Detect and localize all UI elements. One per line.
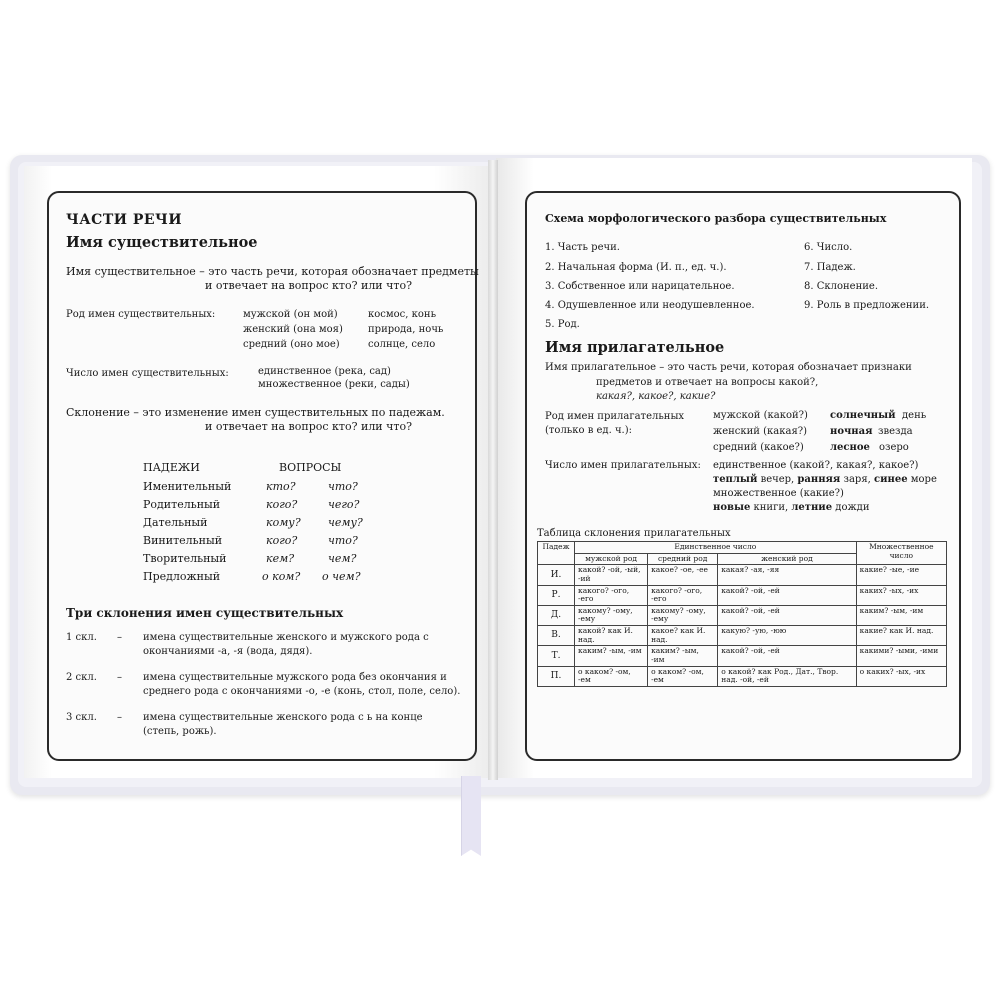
adjective-gender-example-noun: звезда <box>878 426 913 437</box>
table-header-neuter: средний род <box>648 553 718 565</box>
noun-heading: Имя существительное <box>66 234 258 251</box>
adjective-number-plural-examples <box>713 502 869 514</box>
adjective-example-noun: море <box>910 474 937 485</box>
table-cell: какой? -ой, -ый, -ий <box>575 565 648 585</box>
case-question-1: кого? <box>266 534 298 547</box>
case-question-2: чего? <box>328 498 360 511</box>
adjective-declension-table <box>537 541 947 687</box>
table-header-masculine: мужской род <box>575 553 648 565</box>
table-row <box>538 666 947 686</box>
scheme-item: 1. Часть речи. <box>545 242 620 253</box>
noun-gender-f: женский (она моя) <box>243 324 343 335</box>
case-question-2: что? <box>328 480 358 493</box>
adjective-gender-example-noun: день <box>902 410 927 421</box>
declension-text-line2: (степь, рожь). <box>143 726 217 737</box>
declension-dash: – <box>117 712 122 723</box>
scheme-item: 8. Склонение. <box>804 281 879 292</box>
adjective-definition-line2: предметов и отвечает на вопросы какой?, <box>596 377 819 388</box>
case-question-2: что? <box>328 534 358 547</box>
adjective-gender: мужской (какой?) <box>713 410 808 421</box>
table-row <box>538 605 947 625</box>
adjective-gender: женский (какая?) <box>713 426 808 437</box>
adjective-gender-label-line1: Род имен прилагательных <box>545 411 685 422</box>
table-cell: какие? -ые, -ие <box>856 565 946 585</box>
declension-definition-line2: и отвечает на вопрос кто? или что? <box>205 420 413 433</box>
noun-gender-label: Род имен существительных: <box>66 309 216 320</box>
cases-header: ПАДЕЖИ <box>143 461 200 474</box>
scheme-item: 2. Начальная форма (И. п., ед. ч.). <box>545 262 727 273</box>
declension-table-title: Таблица склонения прилагательных <box>537 528 731 539</box>
declension-label: 2 скл. <box>66 672 97 683</box>
adjective-gender-example-bold: лесное <box>830 442 870 453</box>
table-cell: какому? -ому, -ему <box>648 605 718 625</box>
case-question-2: чему? <box>328 516 363 529</box>
adjective-definition-line1: Имя прилагательное – это часть речи, которая обозначает признаки <box>545 362 912 373</box>
table-cell: какую? -ую, -юю <box>718 626 856 646</box>
table-header-feminine: женский род <box>718 553 856 565</box>
case-name: Дательный <box>143 516 208 529</box>
table-header-plural: Множественное число <box>856 542 946 565</box>
scheme-item: 6. Число. <box>804 242 853 253</box>
table-cell: какое? как И. над. <box>648 626 718 646</box>
case-question-1: кому? <box>266 516 301 529</box>
table-cell: какой? -ой, -ей <box>718 646 856 666</box>
adjective-example-bold: теплый <box>713 474 758 485</box>
table-cell-case: Т. <box>538 646 575 666</box>
page-title: ЧАСТИ РЕЧИ <box>66 212 183 228</box>
table-cell: какого? -ого, -его <box>575 585 648 605</box>
table-cell-case: В. <box>538 626 575 646</box>
table-cell: какой? -ой, -ей <box>718 585 856 605</box>
adjective-example-noun: вечер, <box>760 474 795 485</box>
adjective-heading: Имя прилагательное <box>545 339 725 356</box>
case-question-1: о ком? <box>262 570 301 583</box>
adjective-gender-label-line2: (только в ед. ч.): <box>545 425 633 436</box>
adjective-gender-example-bold: ночная <box>830 426 873 437</box>
declension-label: 3 скл. <box>66 712 97 723</box>
table-cell: какой? -ой, -ей <box>718 605 856 625</box>
table-cell: о каком? -ом, -ем <box>575 666 648 686</box>
three-declensions-heading: Три склонения имен существительных <box>66 606 344 620</box>
book-gutter <box>488 160 498 780</box>
noun-gender-example-m: космос, конь <box>368 309 437 320</box>
table-cell-case: Р. <box>538 585 575 605</box>
declension-text-line2: среднего рода с окончаниями -о, -е (конь, стол, поле, село). <box>143 686 461 697</box>
table-cell-case: П. <box>538 666 575 686</box>
table-cell: какому? -ому, -ему <box>575 605 648 625</box>
table-cell: какие? как И. над. <box>856 626 946 646</box>
declension-text-line1: имена существительные женского и мужского рода с <box>143 632 429 643</box>
table-cell: о каких? -ых, -их <box>856 666 946 686</box>
table-cell-case: Д. <box>538 605 575 625</box>
table-cell: каким? -ым, -им <box>648 646 718 666</box>
adjective-definition-line3: какая?, какое?, какие? <box>596 391 716 402</box>
table-cell: какого? -ого, -его <box>648 585 718 605</box>
adjective-example-noun: заря, <box>843 474 871 485</box>
declension-definition-line1: Склонение – это изменение имен существительных по падежам. <box>66 406 445 419</box>
case-question-2: о чем? <box>322 570 361 583</box>
scheme-item: 9. Роль в предложении. <box>804 300 930 311</box>
table-cell: каких? -ых, -их <box>856 585 946 605</box>
case-question-1: кого? <box>266 498 298 511</box>
declension-text-line1: имена существительные мужского рода без окончания и <box>143 672 447 683</box>
noun-gender-m: мужской (он мой) <box>243 309 338 320</box>
table-row <box>538 585 947 605</box>
adjective-example-noun: книги, <box>753 502 789 513</box>
declension-label: 1 скл. <box>66 632 97 643</box>
noun-number-label: Число имен существительных: <box>66 368 229 379</box>
morph-scheme-heading: Схема морфологического разбора существительных <box>545 212 887 225</box>
table-cell: какое? -ое, -ее <box>648 565 718 585</box>
bookmark-ribbon <box>461 776 481 856</box>
declension-text-line1: имена существительные женского рода с ь на конце <box>143 712 423 723</box>
table-row <box>538 626 947 646</box>
noun-gender-n: средний (оно мое) <box>243 339 340 350</box>
declension-dash: – <box>117 632 122 643</box>
declension-dash: – <box>117 672 122 683</box>
case-question-1: кто? <box>266 480 296 493</box>
adjective-example-bold: синее <box>874 474 908 485</box>
noun-number-singular: единственное (река, сад) <box>258 366 391 377</box>
table-cell: каким? -ым, -им <box>575 646 648 666</box>
case-name: Винительный <box>143 534 223 547</box>
table-row <box>538 646 947 666</box>
adjective-example-bold: летние <box>791 502 833 513</box>
noun-definition-line2: и отвечает на вопрос кто? или что? <box>205 279 413 292</box>
scheme-item: 4. Одушевленное или неодушевленное. <box>545 300 755 311</box>
declension-text-line2: окончаниями -а, -я (вода, дядя). <box>143 646 313 657</box>
case-name: Творительный <box>143 552 227 565</box>
adjective-number-singular-examples <box>713 474 937 486</box>
adjective-gender-example-bold: солнечный <box>830 410 896 421</box>
adjective-gender-example-noun: озеро <box>879 442 909 453</box>
adjective-example-bold: ранняя <box>797 474 841 485</box>
noun-definition-line1: Имя существительное – это часть речи, которая обозначает предметы <box>66 265 479 278</box>
adjective-example-noun: дожди <box>835 502 870 513</box>
scheme-item: 5. Род. <box>545 319 580 330</box>
noun-gender-example-n: солнце, село <box>368 339 436 350</box>
table-cell: какая? -ая, -яя <box>718 565 856 585</box>
case-name: Именительный <box>143 480 232 493</box>
adjective-example-bold: новые <box>713 502 751 513</box>
table-cell: о каком? -ом, -ем <box>648 666 718 686</box>
noun-number-plural: множественное (реки, сады) <box>258 379 410 390</box>
table-cell: какой? как И. над. <box>575 626 648 646</box>
case-question-1: кем? <box>266 552 295 565</box>
adjective-number-singular: единственное (какой?, какая?, какое?) <box>713 460 919 471</box>
questions-header: ВОПРОСЫ <box>279 461 342 474</box>
scheme-item: 7. Падеж. <box>804 262 856 273</box>
scheme-item: 3. Собственное или нарицательное. <box>545 281 735 292</box>
table-cell-case: И. <box>538 565 575 585</box>
adjective-number-plural: множественное (какие?) <box>713 488 844 499</box>
case-name: Предложный <box>143 570 221 583</box>
noun-gender-example-f: природа, ночь <box>368 324 444 335</box>
table-row <box>538 565 947 585</box>
table-cell: какими? -ыми, -ими <box>856 646 946 666</box>
table-cell: о какой? как Род., Дат., Твор. над. -ой, -ей <box>718 666 856 686</box>
table-cell: каким? -ым, -им <box>856 605 946 625</box>
table-header-singular: Единственное число <box>575 542 857 554</box>
adjective-number-label: Число имен прилагательных: <box>545 460 701 471</box>
case-name: Родительный <box>143 498 221 511</box>
adjective-gender: средний (какое?) <box>713 442 804 453</box>
table-header-case: Падеж <box>538 542 575 565</box>
case-question-2: чем? <box>328 552 357 565</box>
